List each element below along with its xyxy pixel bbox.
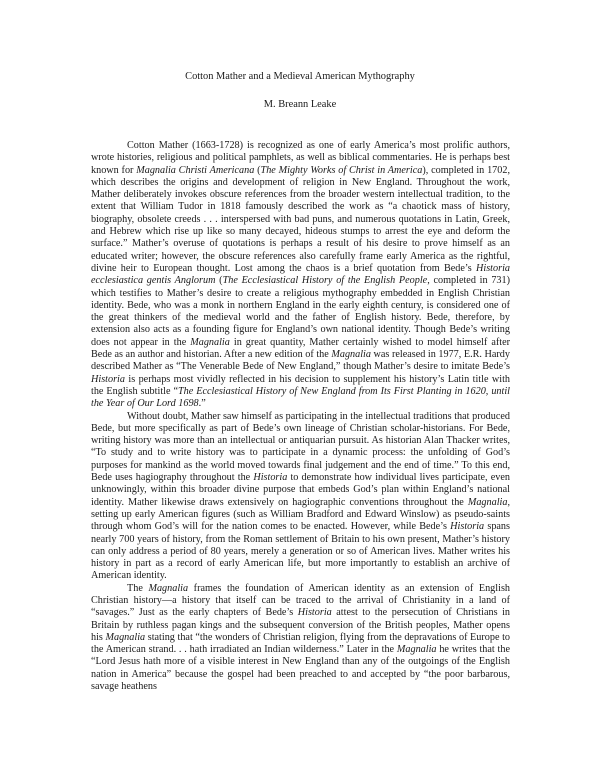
text-run: stating that “the wonders of Christian religion, flying from the depravations of Europe to the American strand. . . hath irradiated an Indian wilderness.” Later in the: [91, 631, 511, 656]
text-run: is perhaps most vividly reflected in his decision to supplement his history’s Latin title with the English subtitle “: [91, 373, 510, 397]
text-run: Without doubt, Mather saw himself as participating in the intellectual traditions that produced Bede, but more specifically as part of Bede’s own lineage of Christian scholar-historians. For Bede, writing history was more than an intellectual or antiquarian pursuit. As historian Alan Thacker writes, “To study and to write history was to participate in a dynamic process: the unfolding of God’s purposes for mankind as the world moved towards final judgement and the end of time.” To this end, Bede uses hagiography throughout the: [91, 410, 510, 484]
italic-text: Magnalia: [331, 349, 371, 361]
italic-text: Historia ecclesiastica gentis Anglorum: [91, 262, 510, 287]
italic-text: Magnalia: [467, 496, 508, 508]
italic-text: The Mighty Works of Christ in America: [260, 164, 423, 176]
paragraph: [91, 583, 510, 694]
text-run: ), completed in 1702, which describes the origins and development of religion in New England. Throughout the work, Mather deliberately invokes obscure references from the broader western intellectual tradition, to the extent that William Tudor in 1818 famously described the work as “a chaotick mass of history, biography, obsolete creeds . . . interspersed with bad puns, and numerous quotations in Latin, Greek, and Hebrew which rise up like so many decayed, hideous stumps to arrest the eye and deform the surface.” Mather’s overuse of quotations is perhaps a result of his desire to prove himself as an educated writer; however, the obscure references also carefully frame early America as the rightful, divine heir to European thought. Lost among the chaos is a brief quotation from Bede’s: [91, 164, 510, 274]
italic-text: Magnalia Christi Americana: [136, 164, 255, 176]
paragraph: [91, 140, 510, 411]
text-run: in great quantity, Mather certainly wished to model himself after Bede as an author and historian. After a new edition of the: [91, 336, 510, 361]
text-run: , setting up early American figures (such as William Bradford and Edward Winslow) as pseudo-saints through whom God’s will for the nation comes to be enacted. However, while Bede’s: [91, 496, 510, 533]
text-run: frames the foundation of American identity as an extension of English Christian history—a history that itself can be traced to the arrival of Christianity in a land of “savages.” Just as the early chapters of Bede’s: [91, 582, 510, 619]
italic-text: Magnalia: [105, 631, 146, 643]
text-run: The: [127, 582, 149, 594]
text-run: was released in 1977, E.R. Hardy described Mather as “The Venerable Bede of New England,” though Mather’s desire to imitate Bede’s: [91, 349, 510, 373]
text-run: he writes that the “Lord Jesus hath more of a visible interest in New England than any of the outgoings of the English nation in America” because the gospel had been preached to and accepted by “the poor barbarous, savage heathens: [91, 644, 511, 693]
text-run: , completed in 731) which testifies to Mather’s desire to create a religious mythography embedded in English Christian identity. Bede, who was a monk in northern England in the early eighth century, is considered one of the great thinkers of the medieval world and the father of English history. Bede, therefore, by extension also acts as a founding figure for England’s own national identity. Though Bede’s writing does not appear in the: [91, 275, 510, 348]
paragraph: [91, 411, 510, 583]
text-run: to demonstrate how individual lives participate, even unknowingly, within this broader divine purpose that embeds God’s plan within England’s national identity. Mather likewise draws extensively on hagiographic conventions throughout the: [91, 472, 510, 508]
italic-text: Magnalia: [148, 582, 189, 594]
paper-author: M. Breann Leake: [263, 99, 337, 110]
text-run: attest to the persecution of Christians in Britain by ruthless pagan kings and the subsequent conversion of the British peoples, Mather opens his: [91, 607, 510, 643]
italic-text: Historia: [450, 521, 485, 533]
text-run: (: [215, 275, 223, 287]
italic-text: Historia: [253, 472, 288, 484]
italic-text: Historia: [297, 607, 332, 619]
italic-text: The Ecclesiastical History of the English People: [222, 275, 428, 287]
text-run: (: [254, 164, 261, 176]
text-run: Cotton Mather (1663-1728) is recognized as one of early America’s most prolific authors, wrote histories, religious and political pamphlets, as well as biblical commentaries. He is perhaps best known for: [91, 140, 510, 176]
italic-text: The Ecclesiastical History of New England from Its First Planting in 1620, until the Year of Our Lord 1698: [91, 385, 510, 410]
italic-text: Magnalia: [190, 336, 230, 348]
paper-body: [91, 140, 510, 693]
paper-title: Cotton Mather and a Medieval American Mythography: [185, 71, 415, 82]
italic-text: Historia: [91, 373, 125, 385]
text-run: .”: [198, 398, 206, 410]
italic-text: Magnalia: [396, 644, 437, 656]
text-run: spans nearly 700 years of history, from the Roman settlement of Britain to his own present, Mather’s history can only address a period of 80 years, merely a generation or so of American lives. Mather writes his history in part as a record of early American life, but more importantly to establish an archive of American identity.: [91, 521, 510, 582]
